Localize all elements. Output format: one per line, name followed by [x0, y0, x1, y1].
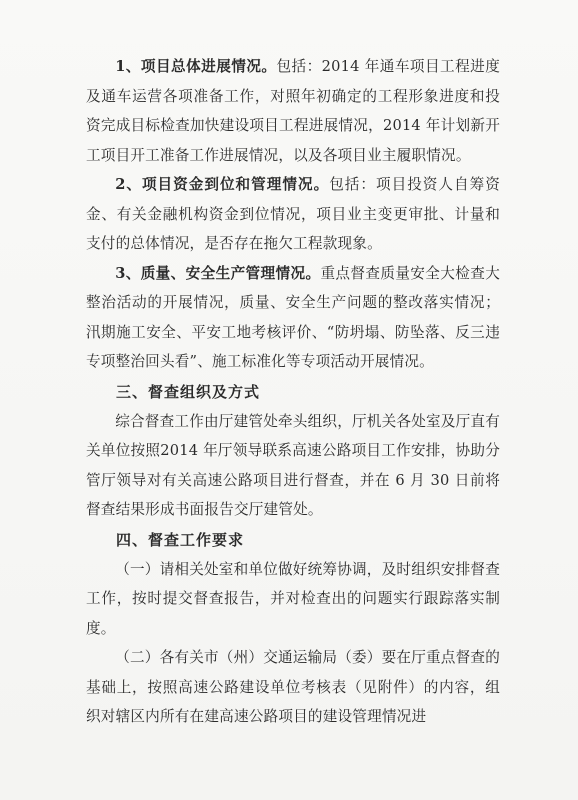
paragraph-safety	[86, 259, 500, 377]
item-3-body: 重点督查质量安全大检查大整治活动的开展情况，质量、安全生产问题的整改落实情况；汛期施工安全、平安工地考核评价、“防坍塌、防坠落、反三违专项整治回头看”、施工标准化等专项活动开展情况。	[86, 264, 500, 370]
paragraph-organization: 综合督查工作由厅建管处牵头组织，厅机关各处室及厅直有关单位按照2014 年厅领导联系高速公路项目工作安排，协助分管厅领导对有关高速公路项目进行督查，并在 6 月 30 日前将督查结果形成书面报告交厅建管处。	[86, 412, 500, 518]
item-3-lead: 3、质量、安全生产管理情况。	[115, 264, 321, 282]
paragraph-requirement-2: （二）各有关市（州）交通运输局（委）要在厅重点督查的基础上，按照高速公路建设单位考核表（见附件）的内容，组织对辖区内所有在建高速公路项目的建设管理情况进	[86, 649, 500, 725]
paragraph-requirement-1: （一）请相关处室和单位做好统筹协调，及时组织安排督查工作，按时提交督查报告，并对检查出的问题实行跟踪落实制度。	[86, 560, 500, 637]
item-2-body: 包括：项目投资人自筹资金、有关金融机构资金到位情况，项目业主变更审批、计量和支付的总体情况，是否存在拖欠工程款现象。	[86, 176, 500, 252]
item-1-lead: 1、项目总体进展情况。	[115, 58, 277, 75]
section-heading-requirements: 四、督查工作要求	[116, 530, 245, 549]
paragraph-funds	[86, 170, 500, 259]
item-2-lead: 2、项目资金到位和管理情况。	[115, 176, 330, 193]
paragraph-progress	[86, 52, 500, 170]
item-1-body: 包括：2014 年通车项目工程进度及通车运营各项准备工作，对照年初确定的工程形象进度和投资完成目标检查加快建设项目工程进展情况，2014 年计划新开工项目开工准备工作进展情况，以及各项目业主履职情况。	[86, 58, 500, 164]
section-heading-organization: 三、督查组织及方式	[116, 382, 261, 401]
